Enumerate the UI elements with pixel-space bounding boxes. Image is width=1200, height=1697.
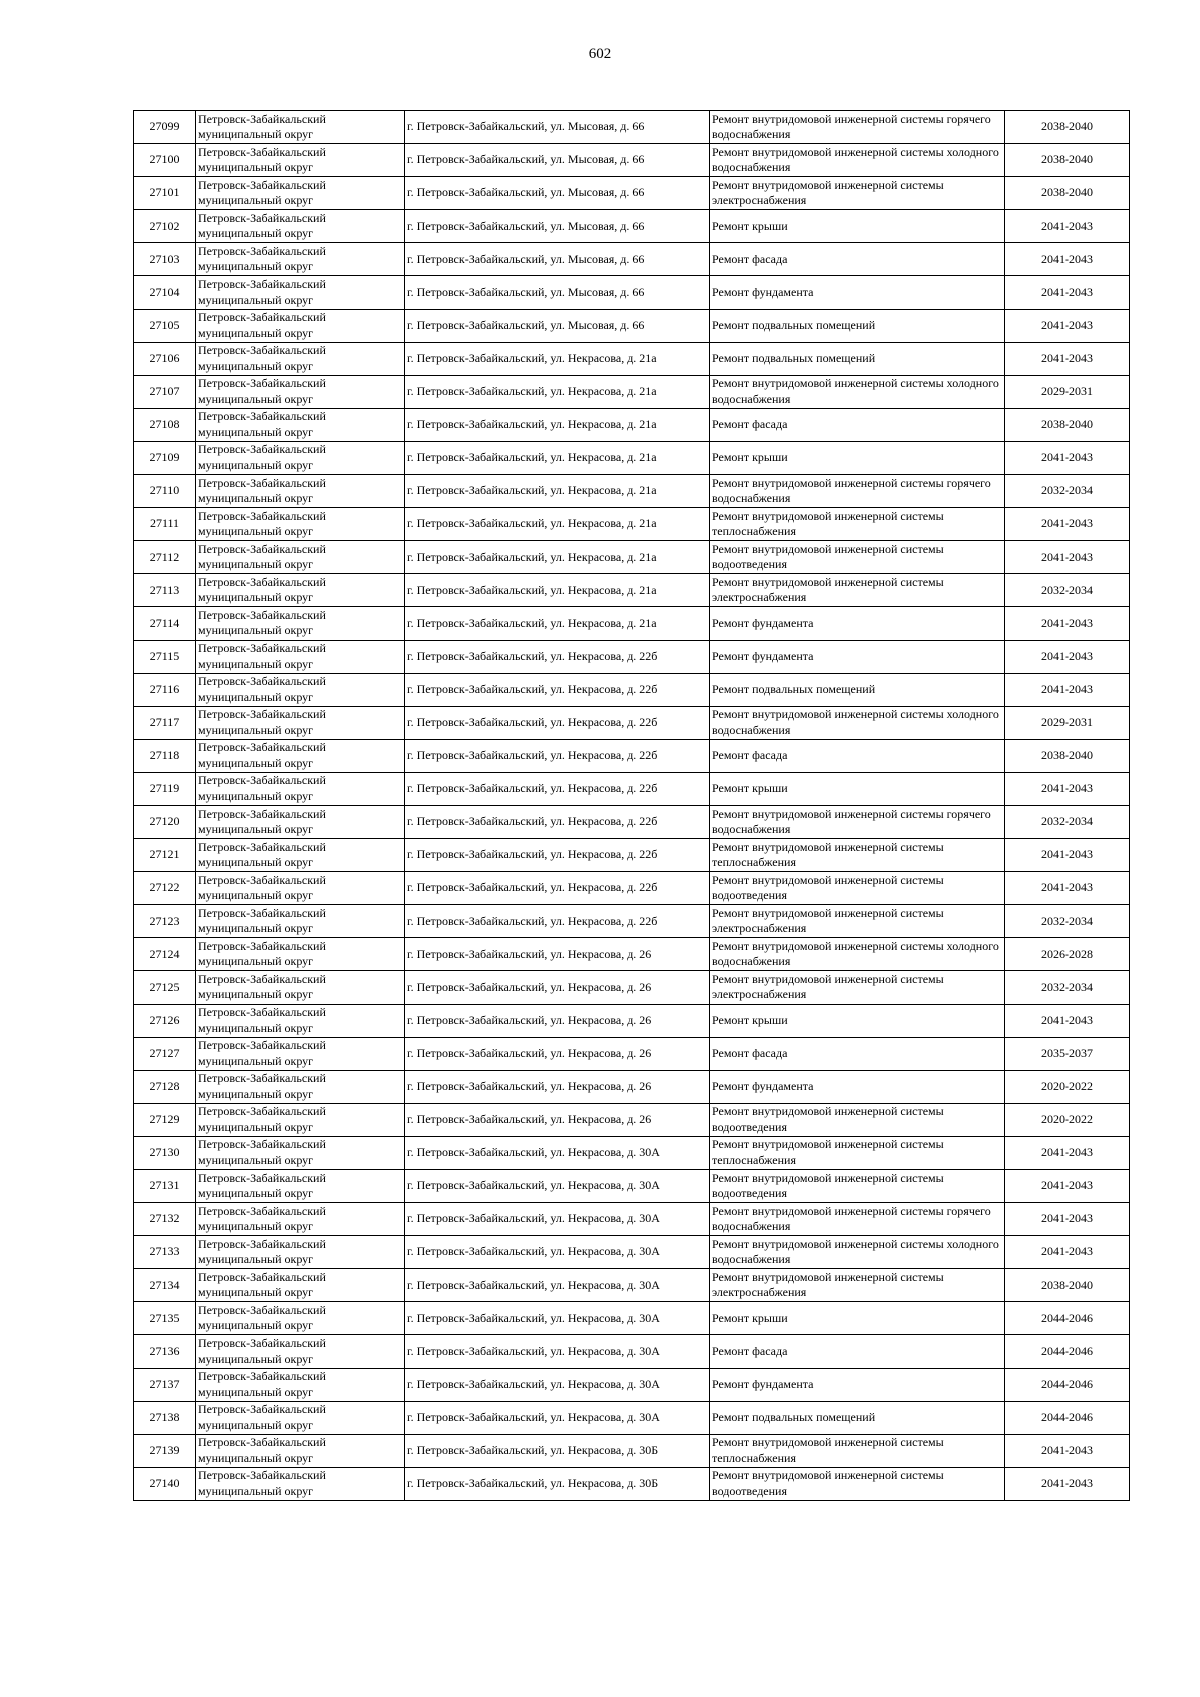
municipality-cell: Петровск-Забайкальский муниципальный округ	[196, 1236, 405, 1269]
municipality-cell: Петровск-Забайкальский муниципальный округ	[196, 177, 405, 210]
municipality-cell: Петровск-Забайкальский муниципальный округ	[196, 938, 405, 971]
work-type-cell: Ремонт подвальных помещений	[710, 673, 1005, 706]
row-number: 27119	[134, 772, 196, 805]
table-row	[134, 111, 1130, 144]
table-row	[134, 408, 1130, 441]
work-type-cell: Ремонт внутридомовой инженерной системы холодного водоснабжения	[710, 706, 1005, 739]
municipality-cell: Петровск-Забайкальский муниципальный округ	[196, 541, 405, 574]
period-cell: 2035-2037	[1005, 1037, 1130, 1070]
work-type-cell: Ремонт крыши	[710, 1004, 1005, 1037]
address-cell: г. Петровск-Забайкальский, ул. Мысовая, д. 66	[405, 276, 710, 309]
address-cell: г. Петровск-Забайкальский, ул. Мысовая, д. 66	[405, 309, 710, 342]
table-row	[134, 739, 1130, 772]
address-cell: г. Петровск-Забайкальский, ул. Некрасова, д. 30А	[405, 1170, 710, 1203]
row-number: 27121	[134, 839, 196, 872]
table-row	[134, 1236, 1130, 1269]
work-type-cell: Ремонт подвальных помещений	[710, 309, 1005, 342]
address-cell: г. Петровск-Забайкальский, ул. Некрасова, д. 26	[405, 1037, 710, 1070]
row-number: 27112	[134, 541, 196, 574]
period-cell: 2038-2040	[1005, 144, 1130, 177]
address-cell: г. Петровск-Забайкальский, ул. Некрасова, д. 22б	[405, 673, 710, 706]
work-type-cell: Ремонт крыши	[710, 1302, 1005, 1335]
work-type-cell: Ремонт крыши	[710, 772, 1005, 805]
work-type-cell: Ремонт фасада	[710, 408, 1005, 441]
period-cell: 2032-2034	[1005, 805, 1130, 838]
table-row	[134, 1004, 1130, 1037]
row-number: 27111	[134, 508, 196, 541]
period-cell: 2041-2043	[1005, 210, 1130, 243]
row-number: 27113	[134, 574, 196, 607]
period-cell: 2038-2040	[1005, 111, 1130, 144]
municipality-cell: Петровск-Забайкальский муниципальный округ	[196, 1170, 405, 1203]
row-number: 27132	[134, 1203, 196, 1236]
work-type-cell: Ремонт внутридомовой инженерной системы теплоснабжения	[710, 1136, 1005, 1169]
row-number: 27139	[134, 1434, 196, 1467]
period-cell: 2044-2046	[1005, 1302, 1130, 1335]
period-cell: 2029-2031	[1005, 375, 1130, 408]
period-cell: 2041-2043	[1005, 1236, 1130, 1269]
municipality-cell: Петровск-Забайкальский муниципальный округ	[196, 739, 405, 772]
row-number: 27135	[134, 1302, 196, 1335]
municipality-cell: Петровск-Забайкальский муниципальный округ	[196, 1004, 405, 1037]
work-type-cell: Ремонт фундамента	[710, 1070, 1005, 1103]
row-number: 27127	[134, 1037, 196, 1070]
row-number: 27115	[134, 640, 196, 673]
period-cell: 2032-2034	[1005, 475, 1130, 508]
table-row	[134, 1070, 1130, 1103]
row-number: 27122	[134, 872, 196, 905]
row-number: 27109	[134, 441, 196, 474]
table-row	[134, 1467, 1130, 1500]
municipality-cell: Петровск-Забайкальский муниципальный округ	[196, 1269, 405, 1302]
address-cell: г. Петровск-Забайкальский, ул. Некрасова, д. 21а	[405, 408, 710, 441]
work-type-cell: Ремонт фундамента	[710, 640, 1005, 673]
work-type-cell: Ремонт внутридомовой инженерной системы холодного водоснабжения	[710, 1236, 1005, 1269]
row-number: 27129	[134, 1103, 196, 1136]
address-cell: г. Петровск-Забайкальский, ул. Некрасова, д. 22б	[405, 706, 710, 739]
municipality-cell: Петровск-Забайкальский муниципальный округ	[196, 475, 405, 508]
period-cell: 2038-2040	[1005, 177, 1130, 210]
row-number: 27114	[134, 607, 196, 640]
table-row	[134, 375, 1130, 408]
work-type-cell: Ремонт внутридомовой инженерной системы теплоснабжения	[710, 1434, 1005, 1467]
row-number: 27102	[134, 210, 196, 243]
address-cell: г. Петровск-Забайкальский, ул. Некрасова, д. 21а	[405, 574, 710, 607]
work-type-cell: Ремонт внутридомовой инженерной системы электроснабжения	[710, 905, 1005, 938]
address-cell: г. Петровск-Забайкальский, ул. Некрасова, д. 30Б	[405, 1467, 710, 1500]
row-number: 27099	[134, 111, 196, 144]
address-cell: г. Петровск-Забайкальский, ул. Некрасова, д. 26	[405, 938, 710, 971]
address-cell: г. Петровск-Забайкальский, ул. Мысовая, д. 66	[405, 144, 710, 177]
row-number: 27140	[134, 1467, 196, 1500]
address-cell: г. Петровск-Забайкальский, ул. Некрасова, д. 21а	[405, 441, 710, 474]
municipality-cell: Петровск-Забайкальский муниципальный округ	[196, 574, 405, 607]
work-type-cell: Ремонт фасада	[710, 1335, 1005, 1368]
period-cell: 2041-2043	[1005, 1203, 1130, 1236]
table-row	[134, 1368, 1130, 1401]
address-cell: г. Петровск-Забайкальский, ул. Некрасова, д. 26	[405, 1004, 710, 1037]
row-number: 27103	[134, 243, 196, 276]
row-number: 27133	[134, 1236, 196, 1269]
period-cell: 2038-2040	[1005, 1269, 1130, 1302]
row-number: 27110	[134, 475, 196, 508]
work-type-cell: Ремонт внутридомовой инженерной системы холодного водоснабжения	[710, 938, 1005, 971]
municipality-cell: Петровск-Забайкальский муниципальный округ	[196, 1103, 405, 1136]
period-cell: 2038-2040	[1005, 739, 1130, 772]
address-cell: г. Петровск-Забайкальский, ул. Некрасова, д. 26	[405, 1103, 710, 1136]
address-cell: г. Петровск-Забайкальский, ул. Некрасова, д. 30Б	[405, 1434, 710, 1467]
address-cell: г. Петровск-Забайкальский, ул. Некрасова, д. 22б	[405, 839, 710, 872]
period-cell: 2041-2043	[1005, 508, 1130, 541]
period-cell: 2032-2034	[1005, 971, 1130, 1004]
table-row	[134, 1136, 1130, 1169]
municipality-cell: Петровск-Забайкальский муниципальный округ	[196, 342, 405, 375]
row-number: 27116	[134, 673, 196, 706]
period-cell: 2041-2043	[1005, 1004, 1130, 1037]
municipality-cell: Петровск-Забайкальский муниципальный округ	[196, 905, 405, 938]
address-cell: г. Петровск-Забайкальский, ул. Некрасова, д. 30А	[405, 1401, 710, 1434]
municipality-cell: Петровск-Забайкальский муниципальный округ	[196, 441, 405, 474]
work-type-cell: Ремонт подвальных помещений	[710, 1401, 1005, 1434]
address-cell: г. Петровск-Забайкальский, ул. Некрасова, д. 30А	[405, 1203, 710, 1236]
period-cell: 2041-2043	[1005, 872, 1130, 905]
row-number: 27126	[134, 1004, 196, 1037]
municipality-cell: Петровск-Забайкальский муниципальный округ	[196, 408, 405, 441]
work-type-cell: Ремонт внутридомовой инженерной системы теплоснабжения	[710, 508, 1005, 541]
period-cell: 2020-2022	[1005, 1103, 1130, 1136]
municipality-cell: Петровск-Забайкальский муниципальный округ	[196, 607, 405, 640]
period-cell: 2041-2043	[1005, 276, 1130, 309]
row-number: 27131	[134, 1170, 196, 1203]
address-cell: г. Петровск-Забайкальский, ул. Некрасова, д. 22б	[405, 772, 710, 805]
municipality-cell: Петровск-Забайкальский муниципальный округ	[196, 805, 405, 838]
row-number: 27130	[134, 1136, 196, 1169]
municipality-cell: Петровск-Забайкальский муниципальный округ	[196, 640, 405, 673]
row-number: 27106	[134, 342, 196, 375]
municipality-cell: Петровск-Забайкальский муниципальный округ	[196, 872, 405, 905]
municipality-cell: Петровск-Забайкальский муниципальный округ	[196, 1203, 405, 1236]
period-cell: 2038-2040	[1005, 408, 1130, 441]
work-type-cell: Ремонт фасада	[710, 1037, 1005, 1070]
address-cell: г. Петровск-Забайкальский, ул. Некрасова, д. 21а	[405, 342, 710, 375]
table-row	[134, 805, 1130, 838]
address-cell: г. Петровск-Забайкальский, ул. Некрасова, д. 30А	[405, 1335, 710, 1368]
address-cell: г. Петровск-Забайкальский, ул. Мысовая, д. 66	[405, 210, 710, 243]
address-cell: г. Петровск-Забайкальский, ул. Некрасова, д. 30А	[405, 1136, 710, 1169]
row-number: 27104	[134, 276, 196, 309]
address-cell: г. Петровск-Забайкальский, ул. Некрасова, д. 26	[405, 971, 710, 1004]
row-number: 27123	[134, 905, 196, 938]
municipality-cell: Петровск-Забайкальский муниципальный округ	[196, 1070, 405, 1103]
address-cell: г. Петровск-Забайкальский, ул. Мысовая, д. 66	[405, 177, 710, 210]
municipality-cell: Петровск-Забайкальский муниципальный округ	[196, 144, 405, 177]
period-cell: 2041-2043	[1005, 243, 1130, 276]
municipality-cell: Петровск-Забайкальский муниципальный округ	[196, 1335, 405, 1368]
work-type-cell: Ремонт внутридомовой инженерной системы водоотведения	[710, 1170, 1005, 1203]
address-cell: г. Петровск-Забайкальский, ул. Некрасова, д. 21а	[405, 475, 710, 508]
period-cell: 2041-2043	[1005, 541, 1130, 574]
row-number: 27124	[134, 938, 196, 971]
period-cell: 2032-2034	[1005, 905, 1130, 938]
period-cell: 2041-2043	[1005, 1467, 1130, 1500]
municipality-cell: Петровск-Забайкальский муниципальный округ	[196, 839, 405, 872]
work-type-cell: Ремонт фундамента	[710, 276, 1005, 309]
municipality-cell: Петровск-Забайкальский муниципальный округ	[196, 1037, 405, 1070]
municipality-cell: Петровск-Забайкальский муниципальный округ	[196, 210, 405, 243]
address-cell: г. Петровск-Забайкальский, ул. Некрасова, д. 22б	[405, 739, 710, 772]
address-cell: г. Петровск-Забайкальский, ул. Некрасова, д. 30А	[405, 1302, 710, 1335]
period-cell: 2041-2043	[1005, 1136, 1130, 1169]
table-body	[134, 111, 1130, 1501]
period-cell: 2041-2043	[1005, 640, 1130, 673]
row-number: 27134	[134, 1269, 196, 1302]
period-cell: 2044-2046	[1005, 1401, 1130, 1434]
table-row	[134, 706, 1130, 739]
table-row	[134, 839, 1130, 872]
address-cell: г. Петровск-Забайкальский, ул. Мысовая, д. 66	[405, 111, 710, 144]
address-cell: г. Петровск-Забайкальский, ул. Некрасова, д. 21а	[405, 375, 710, 408]
municipality-cell: Петровск-Забайкальский муниципальный округ	[196, 1467, 405, 1500]
row-number: 27118	[134, 739, 196, 772]
address-cell: г. Петровск-Забайкальский, ул. Некрасова, д. 22б	[405, 872, 710, 905]
address-cell: г. Петровск-Забайкальский, ул. Некрасова, д. 26	[405, 1070, 710, 1103]
period-cell: 2041-2043	[1005, 607, 1130, 640]
table-row	[134, 144, 1130, 177]
table-row	[134, 177, 1130, 210]
period-cell: 2041-2043	[1005, 772, 1130, 805]
row-number: 27117	[134, 706, 196, 739]
table-row	[134, 938, 1130, 971]
period-cell: 2041-2043	[1005, 342, 1130, 375]
table-row	[134, 574, 1130, 607]
municipality-cell: Петровск-Забайкальский муниципальный округ	[196, 309, 405, 342]
row-number: 27136	[134, 1335, 196, 1368]
work-type-cell: Ремонт внутридомовой инженерной системы водоотведения	[710, 1103, 1005, 1136]
period-cell: 2044-2046	[1005, 1368, 1130, 1401]
row-number: 27101	[134, 177, 196, 210]
address-cell: г. Петровск-Забайкальский, ул. Некрасова, д. 22б	[405, 905, 710, 938]
row-number: 27105	[134, 309, 196, 342]
period-cell: 2044-2046	[1005, 1335, 1130, 1368]
address-cell: г. Петровск-Забайкальский, ул. Некрасова, д. 30А	[405, 1236, 710, 1269]
address-cell: г. Петровск-Забайкальский, ул. Некрасова, д. 21а	[405, 508, 710, 541]
work-type-cell: Ремонт внутридомовой инженерной системы горячего водоснабжения	[710, 111, 1005, 144]
row-number: 27137	[134, 1368, 196, 1401]
row-number: 27108	[134, 408, 196, 441]
table-row	[134, 210, 1130, 243]
period-cell: 2041-2043	[1005, 1434, 1130, 1467]
table-row	[134, 1037, 1130, 1070]
table-row	[134, 508, 1130, 541]
municipality-cell: Петровск-Забайкальский муниципальный округ	[196, 111, 405, 144]
row-number: 27120	[134, 805, 196, 838]
period-cell: 2026-2028	[1005, 938, 1130, 971]
period-cell: 2020-2022	[1005, 1070, 1130, 1103]
table-row	[134, 541, 1130, 574]
municipality-cell: Петровск-Забайкальский муниципальный округ	[196, 1401, 405, 1434]
table-row	[134, 243, 1130, 276]
work-type-cell: Ремонт крыши	[710, 441, 1005, 474]
work-type-cell: Ремонт фасада	[710, 243, 1005, 276]
municipality-cell: Петровск-Забайкальский муниципальный округ	[196, 673, 405, 706]
table-row	[134, 1335, 1130, 1368]
period-cell: 2029-2031	[1005, 706, 1130, 739]
address-cell: г. Петровск-Забайкальский, ул. Некрасова, д. 21а	[405, 541, 710, 574]
address-cell: г. Петровск-Забайкальский, ул. Некрасова, д. 30А	[405, 1269, 710, 1302]
row-number: 27100	[134, 144, 196, 177]
table-row	[134, 640, 1130, 673]
row-number: 27128	[134, 1070, 196, 1103]
work-type-cell: Ремонт крыши	[710, 210, 1005, 243]
table-row	[134, 276, 1130, 309]
row-number: 27107	[134, 375, 196, 408]
municipality-cell: Петровск-Забайкальский муниципальный округ	[196, 706, 405, 739]
address-cell: г. Петровск-Забайкальский, ул. Некрасова, д. 21а	[405, 607, 710, 640]
work-type-cell: Ремонт внутридомовой инженерной системы водоотведения	[710, 1467, 1005, 1500]
table-row	[134, 1170, 1130, 1203]
work-type-cell: Ремонт внутридомовой инженерной системы холодного водоснабжения	[710, 375, 1005, 408]
table-row	[134, 872, 1130, 905]
municipality-cell: Петровск-Забайкальский муниципальный округ	[196, 1302, 405, 1335]
work-type-cell: Ремонт внутридомовой инженерной системы электроснабжения	[710, 1269, 1005, 1302]
municipality-cell: Петровск-Забайкальский муниципальный округ	[196, 1434, 405, 1467]
table-row	[134, 607, 1130, 640]
row-number: 27125	[134, 971, 196, 1004]
municipality-cell: Петровск-Забайкальский муниципальный округ	[196, 508, 405, 541]
table-row	[134, 1401, 1130, 1434]
address-cell: г. Петровск-Забайкальский, ул. Некрасова, д. 22б	[405, 805, 710, 838]
work-type-cell: Ремонт внутридомовой инженерной системы электроснабжения	[710, 574, 1005, 607]
table-row	[134, 772, 1130, 805]
period-cell: 2032-2034	[1005, 574, 1130, 607]
address-cell: г. Петровск-Забайкальский, ул. Мысовая, д. 66	[405, 243, 710, 276]
work-type-cell: Ремонт внутридомовой инженерной системы водоотведения	[710, 541, 1005, 574]
page-number: 602	[588, 46, 612, 62]
municipality-cell: Петровск-Забайкальский муниципальный округ	[196, 1136, 405, 1169]
municipality-cell: Петровск-Забайкальский муниципальный округ	[196, 375, 405, 408]
work-type-cell: Ремонт фундамента	[710, 1368, 1005, 1401]
table-row	[134, 342, 1130, 375]
work-type-cell: Ремонт внутридомовой инженерной системы электроснабжения	[710, 177, 1005, 210]
work-type-cell: Ремонт внутридомовой инженерной системы холодного водоснабжения	[710, 144, 1005, 177]
work-type-cell: Ремонт внутридомовой инженерной системы горячего водоснабжения	[710, 805, 1005, 838]
period-cell: 2041-2043	[1005, 839, 1130, 872]
table-row	[134, 441, 1130, 474]
work-type-cell: Ремонт внутридомовой инженерной системы электроснабжения	[710, 971, 1005, 1004]
address-cell: г. Петровск-Забайкальский, ул. Некрасова, д. 30А	[405, 1368, 710, 1401]
work-type-cell: Ремонт внутридомовой инженерной системы водоотведения	[710, 872, 1005, 905]
work-type-cell: Ремонт внутридомовой инженерной системы теплоснабжения	[710, 839, 1005, 872]
table-row	[134, 1203, 1130, 1236]
period-cell: 2041-2043	[1005, 309, 1130, 342]
period-cell: 2041-2043	[1005, 1170, 1130, 1203]
work-type-cell: Ремонт подвальных помещений	[710, 342, 1005, 375]
table-row	[134, 1103, 1130, 1136]
table-row	[134, 475, 1130, 508]
table-row	[134, 905, 1130, 938]
municipality-cell: Петровск-Забайкальский муниципальный округ	[196, 971, 405, 1004]
municipality-cell: Петровск-Забайкальский муниципальный округ	[196, 1368, 405, 1401]
period-cell: 2041-2043	[1005, 441, 1130, 474]
table-row	[134, 1302, 1130, 1335]
work-type-cell: Ремонт внутридомовой инженерной системы горячего водоснабжения	[710, 475, 1005, 508]
work-type-cell: Ремонт внутридомовой инженерной системы горячего водоснабжения	[710, 1203, 1005, 1236]
repair-schedule-table	[133, 110, 1130, 1501]
municipality-cell: Петровск-Забайкальский муниципальный округ	[196, 276, 405, 309]
table-row	[134, 1269, 1130, 1302]
work-type-cell: Ремонт фасада	[710, 739, 1005, 772]
address-cell: г. Петровск-Забайкальский, ул. Некрасова, д. 22б	[405, 640, 710, 673]
row-number: 27138	[134, 1401, 196, 1434]
table-row	[134, 673, 1130, 706]
table-row	[134, 1434, 1130, 1467]
table-row	[134, 971, 1130, 1004]
table-row	[134, 309, 1130, 342]
municipality-cell: Петровск-Забайкальский муниципальный округ	[196, 243, 405, 276]
work-type-cell: Ремонт фундамента	[710, 607, 1005, 640]
municipality-cell: Петровск-Забайкальский муниципальный округ	[196, 772, 405, 805]
period-cell: 2041-2043	[1005, 673, 1130, 706]
